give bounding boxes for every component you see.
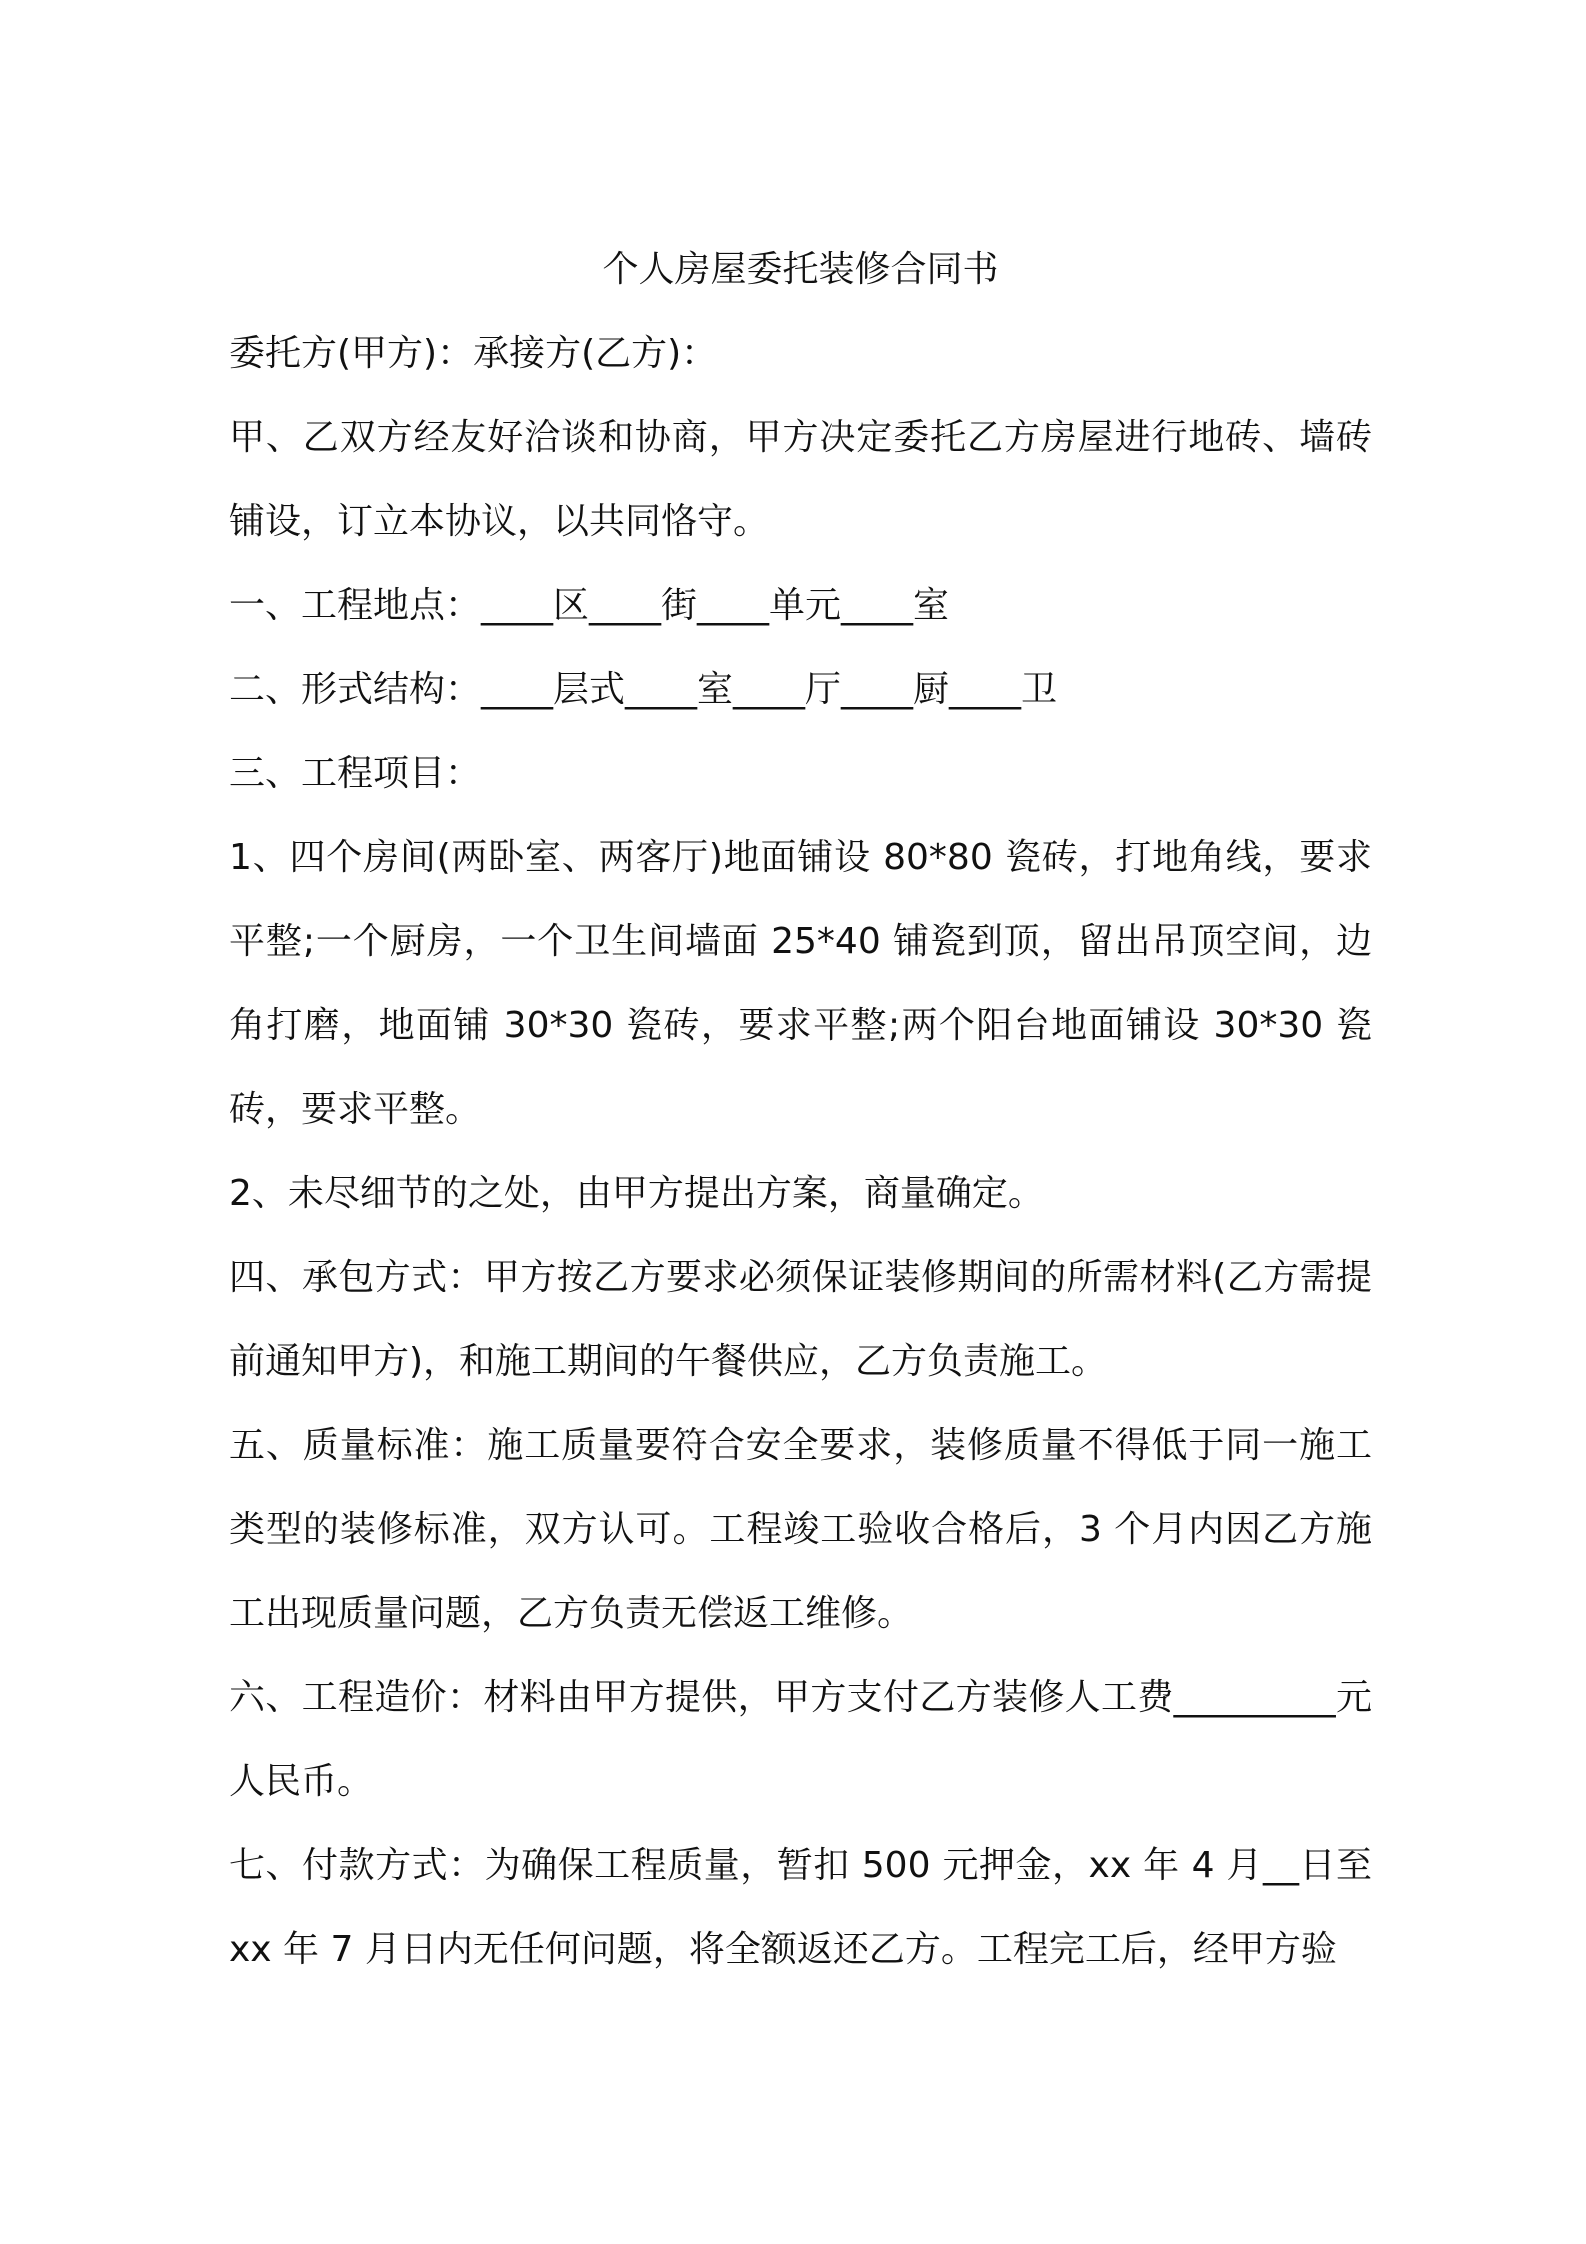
document-title: 个人房屋委托装修合同书 (602, 249, 999, 290)
document-body (229, 228, 1384, 1992)
parties-line: 委托方(甲方)：承接方(乙方)： (229, 333, 718, 374)
clause-project-heading: 三、工程项目： (229, 753, 482, 794)
clause-project-item-1: 1、四个房间(两卧室、两客厅)地面铺设 80*80 瓷砖，打地角线，要求平整;一个厨房，一个卫生间墙面 25*40 铺瓷到顶，留出吊顶空间，边角打磨，地面铺 30*30 瓷砖，要求平整;两个阳台地面铺设 30*30 瓷砖，要求平整。 (229, 837, 1372, 1130)
clause-location: 一、工程地点：____区____街____单元____室 (229, 585, 950, 626)
clause-structure: 二、形式结构：____层式____室____厅____厨____卫 (229, 669, 1058, 710)
clause-payment-method: 七、付款方式：为确保工程质量，暂扣 500 元押金，xx 年 4 月__日至 xx 年 7 月日内无任何问题，将全额返还乙方。工程完工后，经甲方验 (229, 1845, 1384, 1970)
preamble-paragraph: 甲、乙双方经友好洽谈和协商，甲方决定委托乙方房屋进行地砖、墙砖铺设，订立本协议，以共同恪守。 (229, 417, 1372, 542)
clause-project-cost: 六、工程造价：材料由甲方提供，甲方支付乙方装修人工费_________元人民币。 (229, 1677, 1372, 1802)
clause-contract-method: 四、承包方式：甲方按乙方要求必须保证装修期间的所需材料(乙方需提前通知甲方)，和施工期间的午餐供应，乙方负责施工。 (229, 1257, 1372, 1382)
clause-project-item-2: 2、未尽细节的之处，由甲方提出方案，商量确定。 (229, 1173, 1044, 1214)
clause-quality-standard: 五、质量标准：施工质量要符合安全要求，装修质量不得低于同一施工类型的装修标准，双方认可。工程竣工验收合格后，3 个月内因乙方施工出现质量问题，乙方负责无偿返工维修。 (229, 1425, 1372, 1634)
